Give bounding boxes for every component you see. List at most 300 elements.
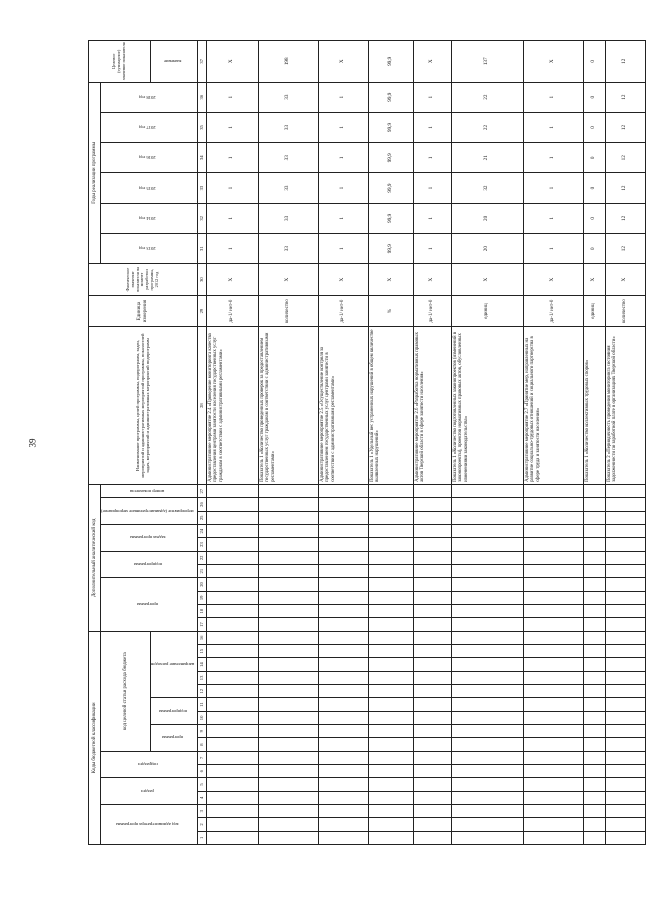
code-cell xyxy=(583,738,605,751)
row-target-value: X xyxy=(413,41,451,83)
row-unit: количество xyxy=(258,295,318,327)
code-cell xyxy=(605,818,645,831)
code-cell xyxy=(368,818,413,831)
code-cell xyxy=(583,618,605,631)
code-cell xyxy=(583,725,605,738)
column-number: 36 xyxy=(197,82,206,112)
code-cell xyxy=(451,604,523,617)
code-cell xyxy=(605,551,645,564)
code-cell xyxy=(523,511,583,524)
header-program: программа xyxy=(101,578,198,631)
row-fact-value: X xyxy=(583,264,605,296)
code-cell xyxy=(523,698,583,711)
code-cell xyxy=(258,791,318,804)
column-number: 12 xyxy=(197,685,206,698)
row-name: Административное мероприятие 2.6 «Разработка нормативных правовых актов Тверской области в сфере занятости населения» xyxy=(413,327,451,485)
row-target-value: X xyxy=(318,41,368,83)
year-value: 0 xyxy=(583,203,605,233)
code-cell xyxy=(605,698,645,711)
header-target-group: Целевое (суммарное) значение показателя xyxy=(89,41,151,83)
year-value: 99,9 xyxy=(368,203,413,233)
code-cell xyxy=(583,671,605,684)
code-cell xyxy=(368,685,413,698)
code-cell xyxy=(318,698,368,711)
code-cell xyxy=(605,498,645,511)
year-value: 0 xyxy=(583,173,605,203)
code-cell xyxy=(413,645,451,658)
year-value: 0 xyxy=(583,234,605,264)
table-row xyxy=(206,41,258,845)
code-cell xyxy=(583,805,605,818)
code-cell xyxy=(368,791,413,804)
row-unit: да-1/ нет-0 xyxy=(523,295,583,327)
table-row xyxy=(413,41,451,845)
column-number: 33 xyxy=(197,173,206,203)
code-cell xyxy=(368,604,413,617)
code-cell xyxy=(413,484,451,497)
code-cell xyxy=(318,805,368,818)
year-value: 99,9 xyxy=(368,143,413,173)
code-cell xyxy=(605,591,645,604)
header-year-2018: 2018 год xyxy=(101,82,198,112)
code-cell xyxy=(318,538,368,551)
column-number: 5 xyxy=(197,778,206,791)
row-fact-value: X xyxy=(523,264,583,296)
year-value: 20 xyxy=(451,203,523,233)
code-cell xyxy=(318,751,368,764)
code-cell xyxy=(318,791,368,804)
code-cell xyxy=(258,604,318,617)
row-unit: единиц xyxy=(451,295,523,327)
column-number: 14 xyxy=(197,658,206,671)
header-admin-code: код администратора программы xyxy=(101,805,198,845)
year-value: 1 xyxy=(206,173,258,203)
column-number: 11 xyxy=(197,698,206,711)
year-value: 0 xyxy=(583,82,605,112)
column-number: 34 xyxy=(197,143,206,173)
code-cell xyxy=(413,671,451,684)
code-cell xyxy=(583,778,605,791)
code-cell xyxy=(451,591,523,604)
year-value: 1 xyxy=(413,173,451,203)
code-cell xyxy=(206,738,258,751)
code-cell xyxy=(605,538,645,551)
code-cell xyxy=(258,565,318,578)
code-cell xyxy=(413,725,451,738)
code-cell xyxy=(206,645,258,658)
code-cell xyxy=(318,484,368,497)
code-cell xyxy=(206,604,258,617)
header-target-direction: направление расходов xyxy=(151,631,198,698)
column-number: 17 xyxy=(197,618,206,631)
code-cell xyxy=(413,538,451,551)
code-cell xyxy=(451,831,523,844)
code-cell xyxy=(368,618,413,631)
code-cell xyxy=(605,484,645,497)
code-cell xyxy=(258,484,318,497)
year-value: 1 xyxy=(318,173,368,203)
code-cell xyxy=(258,685,318,698)
code-cell xyxy=(318,578,368,591)
code-cell xyxy=(318,618,368,631)
code-cell xyxy=(523,805,583,818)
code-cell xyxy=(368,511,413,524)
code-cell xyxy=(368,698,413,711)
code-cell xyxy=(451,525,523,538)
code-cell xyxy=(368,565,413,578)
year-value: 1 xyxy=(318,82,368,112)
row-target-value: 0 xyxy=(583,41,605,83)
header-fact: Фактическое значение показателя на момент разработки программы, 2012 год xyxy=(89,264,198,296)
code-cell xyxy=(206,631,258,644)
code-cell xyxy=(368,645,413,658)
code-cell xyxy=(206,765,258,778)
code-cell xyxy=(413,498,451,511)
code-cell xyxy=(413,631,451,644)
code-cell xyxy=(206,725,258,738)
code-cell xyxy=(523,631,583,644)
code-cell xyxy=(258,751,318,764)
code-cell xyxy=(605,791,645,804)
code-cell xyxy=(318,498,368,511)
code-cell xyxy=(451,538,523,551)
code-cell xyxy=(258,671,318,684)
row-fact-value: X xyxy=(413,264,451,296)
code-cell xyxy=(258,551,318,564)
code-cell xyxy=(206,818,258,831)
code-cell xyxy=(605,671,645,684)
code-cell xyxy=(318,551,368,564)
code-cell xyxy=(206,658,258,671)
header-year-2017: 2017 год xyxy=(101,112,198,142)
code-cell xyxy=(523,711,583,724)
code-cell xyxy=(523,498,583,511)
code-cell xyxy=(605,831,645,844)
table-row xyxy=(318,41,368,845)
code-cell xyxy=(318,565,368,578)
column-number: 9 xyxy=(197,725,206,738)
column-number: 15 xyxy=(197,645,206,658)
code-cell xyxy=(451,645,523,658)
code-cell xyxy=(523,658,583,671)
code-cell xyxy=(413,791,451,804)
code-cell xyxy=(583,604,605,617)
code-cell xyxy=(258,805,318,818)
year-value: 1 xyxy=(413,112,451,142)
header-target-value: значение xyxy=(151,41,198,83)
column-number: 22 xyxy=(197,551,206,564)
code-cell xyxy=(258,498,318,511)
code-cell xyxy=(258,831,318,844)
row-target-value: X xyxy=(523,41,583,83)
header-year-2015: 2015 год xyxy=(101,173,198,203)
year-value: 21 xyxy=(451,143,523,173)
code-cell xyxy=(206,538,258,551)
row-unit: да-1/ нет-0 xyxy=(318,295,368,327)
code-cell xyxy=(413,591,451,604)
table-row xyxy=(258,41,318,845)
code-cell xyxy=(318,658,368,671)
code-cell xyxy=(605,805,645,818)
code-cell xyxy=(318,591,368,604)
header-unit: Единица измерения xyxy=(89,295,198,327)
column-number: 18 xyxy=(197,604,206,617)
column-number: 1 xyxy=(197,831,206,844)
code-cell xyxy=(583,751,605,764)
code-cell xyxy=(258,738,318,751)
code-cell xyxy=(523,645,583,658)
code-cell xyxy=(368,591,413,604)
code-cell xyxy=(451,738,523,751)
code-cell xyxy=(451,484,523,497)
code-cell xyxy=(605,711,645,724)
code-cell xyxy=(451,671,523,684)
year-value: 1 xyxy=(318,203,368,233)
code-cell xyxy=(413,765,451,778)
column-number: 8 xyxy=(197,738,206,751)
row-unit: количество xyxy=(605,295,645,327)
code-cell xyxy=(206,525,258,538)
code-cell xyxy=(206,551,258,564)
column-number: 3 xyxy=(197,805,206,818)
header-budget-group: Коды бюджетной классификации xyxy=(89,631,101,844)
code-cell xyxy=(583,538,605,551)
code-cell xyxy=(206,671,258,684)
column-number: 4 xyxy=(197,791,206,804)
code-cell xyxy=(318,778,368,791)
page-number: 39 xyxy=(27,438,38,448)
code-cell xyxy=(583,818,605,831)
code-cell xyxy=(605,725,645,738)
code-cell xyxy=(413,805,451,818)
year-value: 99,9 xyxy=(368,173,413,203)
code-cell xyxy=(605,618,645,631)
column-number: 21 xyxy=(197,565,206,578)
code-cell xyxy=(451,791,523,804)
code-cell xyxy=(605,778,645,791)
code-cell xyxy=(206,484,258,497)
code-cell xyxy=(523,578,583,591)
code-cell xyxy=(258,725,318,738)
code-cell xyxy=(583,511,605,524)
row-name: Показатель 1 «Удельный вес устраненных нарушений в общем количестве выявленных нарушений» xyxy=(368,327,413,485)
code-cell xyxy=(206,565,258,578)
code-cell xyxy=(368,831,413,844)
year-value: 20 xyxy=(451,234,523,264)
column-number: 19 xyxy=(197,591,206,604)
header-year-2013: 2013 год xyxy=(101,234,198,264)
year-value: 1 xyxy=(206,82,258,112)
code-cell xyxy=(368,631,413,644)
code-cell xyxy=(368,498,413,511)
code-cell xyxy=(258,711,318,724)
header-years-group: Годы реализации программы xyxy=(89,82,101,264)
code-cell xyxy=(206,778,258,791)
year-value: 33 xyxy=(258,112,318,142)
row-unit: да-1/ нет-0 xyxy=(413,295,451,327)
code-cell xyxy=(206,578,258,591)
year-value: 0 xyxy=(583,143,605,173)
year-value: 22 xyxy=(451,112,523,142)
column-number: 10 xyxy=(197,711,206,724)
header-target-article: код целевой статьи расхода бюджета xyxy=(101,631,151,751)
code-cell xyxy=(368,778,413,791)
code-cell xyxy=(605,751,645,764)
code-cell xyxy=(258,511,318,524)
code-cell xyxy=(258,645,318,658)
code-cell xyxy=(583,698,605,711)
code-cell xyxy=(258,591,318,604)
code-cell xyxy=(206,511,258,524)
code-cell xyxy=(451,658,523,671)
code-cell xyxy=(206,591,258,604)
code-cell xyxy=(318,738,368,751)
row-fact-value: X xyxy=(206,264,258,296)
code-cell xyxy=(583,765,605,778)
header-year-2014: 2014 год xyxy=(101,203,198,233)
code-cell xyxy=(258,618,318,631)
code-cell xyxy=(368,711,413,724)
code-cell xyxy=(206,498,258,511)
code-cell xyxy=(368,551,413,564)
table-row xyxy=(583,41,605,845)
table-row xyxy=(523,41,583,845)
column-number: 30 xyxy=(197,264,206,296)
code-cell xyxy=(451,565,523,578)
document-page xyxy=(88,40,628,845)
program-indicators-table xyxy=(88,40,646,845)
code-cell xyxy=(258,538,318,551)
code-cell xyxy=(451,805,523,818)
code-cell xyxy=(605,604,645,617)
code-cell xyxy=(605,685,645,698)
code-cell xyxy=(451,711,523,724)
code-cell xyxy=(451,578,523,591)
row-fact-value: X xyxy=(258,264,318,296)
code-cell xyxy=(451,618,523,631)
code-cell xyxy=(318,604,368,617)
code-cell xyxy=(318,765,368,778)
column-number: 31 xyxy=(197,234,206,264)
code-cell xyxy=(523,685,583,698)
row-name: Административное мероприятие 2.4 «Проведение мониторинга качества предоставления центрами занятости населения государственных услуг гражданам в соответствии с административными регламентами» xyxy=(206,327,258,485)
year-value: 1 xyxy=(318,234,368,264)
column-number: 29 xyxy=(197,295,206,327)
column-number: 6 xyxy=(197,765,206,778)
year-value: 1 xyxy=(206,234,258,264)
code-cell xyxy=(583,578,605,591)
code-cell xyxy=(368,805,413,818)
header-activity: мероприятие (административное мероприятие) xyxy=(101,498,198,525)
code-cell xyxy=(583,685,605,698)
year-value: 1 xyxy=(523,173,583,203)
code-cell xyxy=(368,751,413,764)
year-value: 33 xyxy=(258,143,318,173)
code-cell xyxy=(523,618,583,631)
code-cell xyxy=(413,818,451,831)
column-number: 24 xyxy=(197,525,206,538)
code-cell xyxy=(413,578,451,591)
code-cell xyxy=(258,778,318,791)
row-name: Административное мероприятие 2.5 «Осуществление контроля за предоставлением государственных услуг центрами занятости в соответствии с административными регламентами» xyxy=(318,327,368,485)
code-cell xyxy=(451,818,523,831)
row-name: Показатель 1 «Количество коллективных трудовых споров» xyxy=(583,327,605,485)
year-value: 33 xyxy=(258,82,318,112)
column-number: 25 xyxy=(197,511,206,524)
year-value: 12 xyxy=(605,173,645,203)
code-cell xyxy=(206,751,258,764)
column-number: 28 xyxy=(197,327,206,485)
year-value: 33 xyxy=(258,234,318,264)
code-cell xyxy=(523,591,583,604)
code-cell xyxy=(583,645,605,658)
code-cell xyxy=(413,685,451,698)
code-cell xyxy=(318,711,368,724)
code-cell xyxy=(583,484,605,497)
column-number: 37 xyxy=(197,41,206,83)
row-target-value: X xyxy=(206,41,258,83)
code-cell xyxy=(258,765,318,778)
year-value: 1 xyxy=(318,143,368,173)
table-row xyxy=(451,41,523,845)
year-value: 12 xyxy=(605,143,645,173)
row-unit: единиц xyxy=(583,295,605,327)
row-fact-value: X xyxy=(451,264,523,296)
code-cell xyxy=(583,791,605,804)
code-cell xyxy=(206,711,258,724)
header-indicator-number: номер показателя xyxy=(101,484,198,497)
row-name: Административное мероприятие 2.7 «Принятие мер, направленных на развитие социально-трудовых отношений и социального партнерства в сфере труда и занятости населения» xyxy=(523,327,583,485)
code-cell xyxy=(523,831,583,844)
code-cell xyxy=(258,818,318,831)
code-cell xyxy=(523,671,583,684)
year-value: 1 xyxy=(523,234,583,264)
code-cell xyxy=(605,738,645,751)
header-year-2016: 2016 год xyxy=(101,143,198,173)
code-cell xyxy=(523,778,583,791)
header-target-subprogram: подпрограмма xyxy=(151,698,198,725)
column-number: 20 xyxy=(197,578,206,591)
code-cell xyxy=(206,698,258,711)
code-cell xyxy=(318,831,368,844)
code-cell xyxy=(413,551,451,564)
year-value: 12 xyxy=(605,112,645,142)
column-number: 26 xyxy=(197,498,206,511)
year-value: 33 xyxy=(258,203,318,233)
header-section: раздел xyxy=(101,778,198,805)
code-cell xyxy=(451,698,523,711)
rotated-table-container xyxy=(88,40,628,845)
code-cell xyxy=(318,725,368,738)
code-cell xyxy=(451,765,523,778)
code-cell xyxy=(583,631,605,644)
header-tasks: задача программы xyxy=(101,525,198,552)
code-cell xyxy=(258,578,318,591)
table-row xyxy=(605,41,645,845)
code-cell xyxy=(605,631,645,644)
code-cell xyxy=(583,565,605,578)
row-fact-value: X xyxy=(368,264,413,296)
year-value: 1 xyxy=(413,82,451,112)
code-cell xyxy=(206,831,258,844)
year-value: 33 xyxy=(258,173,318,203)
code-cell xyxy=(206,685,258,698)
code-cell xyxy=(451,551,523,564)
year-value: 1 xyxy=(318,112,368,142)
code-cell xyxy=(368,658,413,671)
code-cell xyxy=(583,525,605,538)
code-cell xyxy=(413,738,451,751)
